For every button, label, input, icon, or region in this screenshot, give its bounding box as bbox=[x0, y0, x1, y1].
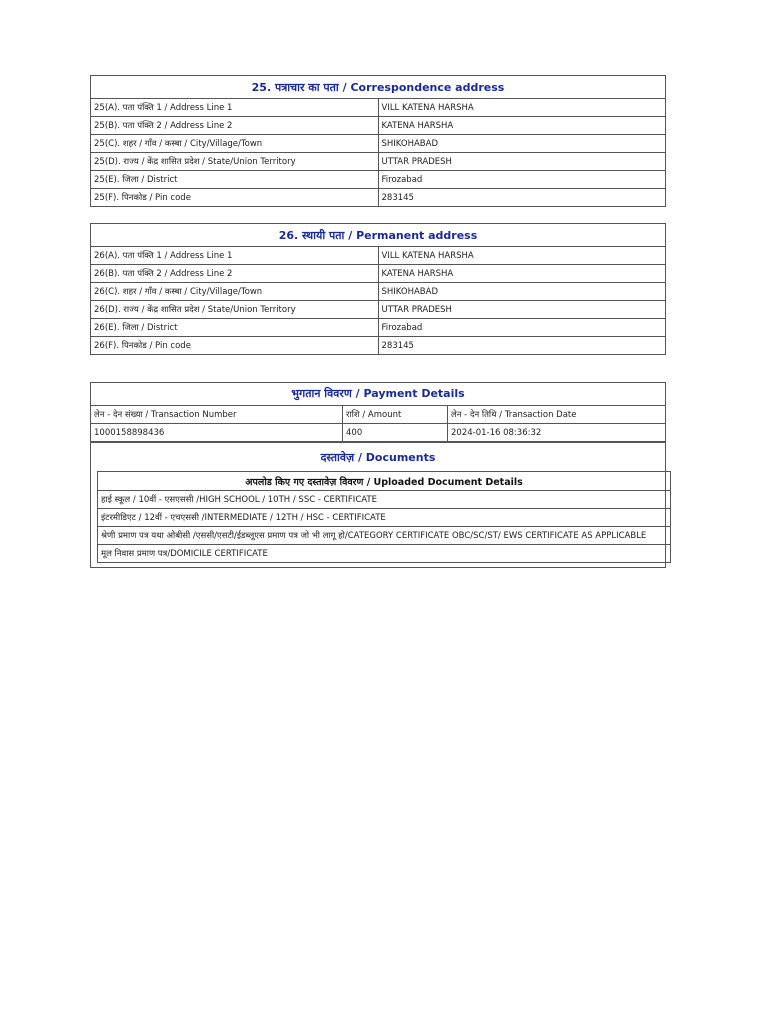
payment-details-section bbox=[90, 382, 666, 568]
field-label: 25(D). राज्य / केंद्र शासित प्रदेश / State/Union Territory bbox=[91, 153, 379, 171]
transaction-date-header: लेन - देन तिथि / Transaction Date bbox=[448, 406, 666, 424]
table-row bbox=[91, 99, 666, 117]
table-row bbox=[91, 153, 666, 171]
list-item bbox=[98, 491, 671, 509]
table-row bbox=[91, 319, 666, 337]
payment-table bbox=[91, 405, 665, 442]
field-label: 26(B). पता पंक्ति 2 / Address Line 2 bbox=[91, 265, 379, 283]
table-row bbox=[91, 265, 666, 283]
correspondence-address-table bbox=[90, 75, 666, 207]
field-label: 26(C). शहर / गाँव / कस्बा / City/Village/Town bbox=[91, 283, 379, 301]
transaction-number-value: 1000158898436 bbox=[91, 424, 343, 442]
field-label: 26(E). जिला / District bbox=[91, 319, 379, 337]
field-value: Firozabad bbox=[378, 171, 666, 189]
correspondence-address-title: 25. पत्राचार का पता / Correspondence address bbox=[91, 76, 666, 99]
payment-details-title: भुगतान विवरण / Payment Details bbox=[291, 387, 465, 400]
field-value: Firozabad bbox=[378, 319, 666, 337]
table-row bbox=[91, 171, 666, 189]
field-value: VILL KATENA HARSHA bbox=[378, 247, 666, 265]
document-item: हाई स्कूल / 10वीं - एसएससी /HIGH SCHOOL / 10TH / SSC - CERTIFICATE bbox=[98, 491, 671, 509]
table-header-row bbox=[91, 406, 665, 424]
field-label: 25(B). पता पंक्ति 2 / Address Line 2 bbox=[91, 117, 379, 135]
field-value: KATENA HARSHA bbox=[378, 117, 666, 135]
field-label: 26(D). राज्य / केंद्र शासित प्रदेश / State/Union Territory bbox=[91, 301, 379, 319]
transaction-date-value: 2024-01-16 08:36:32 bbox=[448, 424, 666, 442]
table-row bbox=[91, 135, 666, 153]
field-value: VILL KATENA HARSHA bbox=[378, 99, 666, 117]
table-row bbox=[91, 301, 666, 319]
permanent-address-title: 26. स्थायी पता / Permanent address bbox=[91, 224, 666, 247]
table-row bbox=[91, 189, 666, 207]
transaction-number-header: लेन - देन संख्या / Transaction Number bbox=[91, 406, 343, 424]
field-label: 25(A). पता पंक्ति 1 / Address Line 1 bbox=[91, 99, 379, 117]
field-label: 26(F). पिनकोड / Pin code bbox=[91, 337, 379, 355]
table-row bbox=[91, 117, 666, 135]
list-item bbox=[98, 527, 671, 545]
permanent-address-table bbox=[90, 223, 666, 355]
table-row bbox=[91, 283, 666, 301]
uploaded-documents-header: अपलोड किए गए दस्तावेज़ विवरण / Uploaded Document Details bbox=[98, 472, 671, 491]
field-value: SHIKOHABAD bbox=[378, 135, 666, 153]
document-item: श्रेणी प्रमाण पत्र यथा ओबीसी /एससी/एसटी/ईडब्लूएस प्रमाण पत्र जो भी लागू हो/CATEGORY CERTIFICATE OBC/SC/ST/ EWS CERTIFICATE AS APPLICABLE bbox=[98, 527, 671, 545]
table-row bbox=[91, 337, 666, 355]
field-value: 283145 bbox=[378, 189, 666, 207]
field-label: 25(C). शहर / गाँव / कस्बा / City/Village/Town bbox=[91, 135, 379, 153]
list-item bbox=[98, 545, 671, 563]
field-label: 25(F). पिनकोड / Pin code bbox=[91, 189, 379, 207]
field-label: 26(A). पता पंक्ति 1 / Address Line 1 bbox=[91, 247, 379, 265]
table-row bbox=[91, 424, 665, 442]
field-value: SHIKOHABAD bbox=[378, 283, 666, 301]
field-label: 25(E). जिला / District bbox=[91, 171, 379, 189]
field-value: UTTAR PRADESH bbox=[378, 301, 666, 319]
table-row bbox=[91, 247, 666, 265]
document-item: इंटरमीडिएट / 12वीं - एचएससी /INTERMEDIATE / 12TH / HSC - CERTIFICATE bbox=[98, 509, 671, 527]
documents-table bbox=[97, 471, 671, 563]
field-value: 283145 bbox=[378, 337, 666, 355]
document-item: मूल निवास प्रमाण पत्र/DOMICILE CERTIFICATE bbox=[98, 545, 671, 563]
field-value: UTTAR PRADESH bbox=[378, 153, 666, 171]
amount-value: 400 bbox=[343, 424, 448, 442]
field-value: KATENA HARSHA bbox=[378, 265, 666, 283]
list-item bbox=[98, 509, 671, 527]
amount-header: राशि / Amount bbox=[343, 406, 448, 424]
documents-title: दस्तावेज़ / Documents bbox=[91, 442, 665, 471]
